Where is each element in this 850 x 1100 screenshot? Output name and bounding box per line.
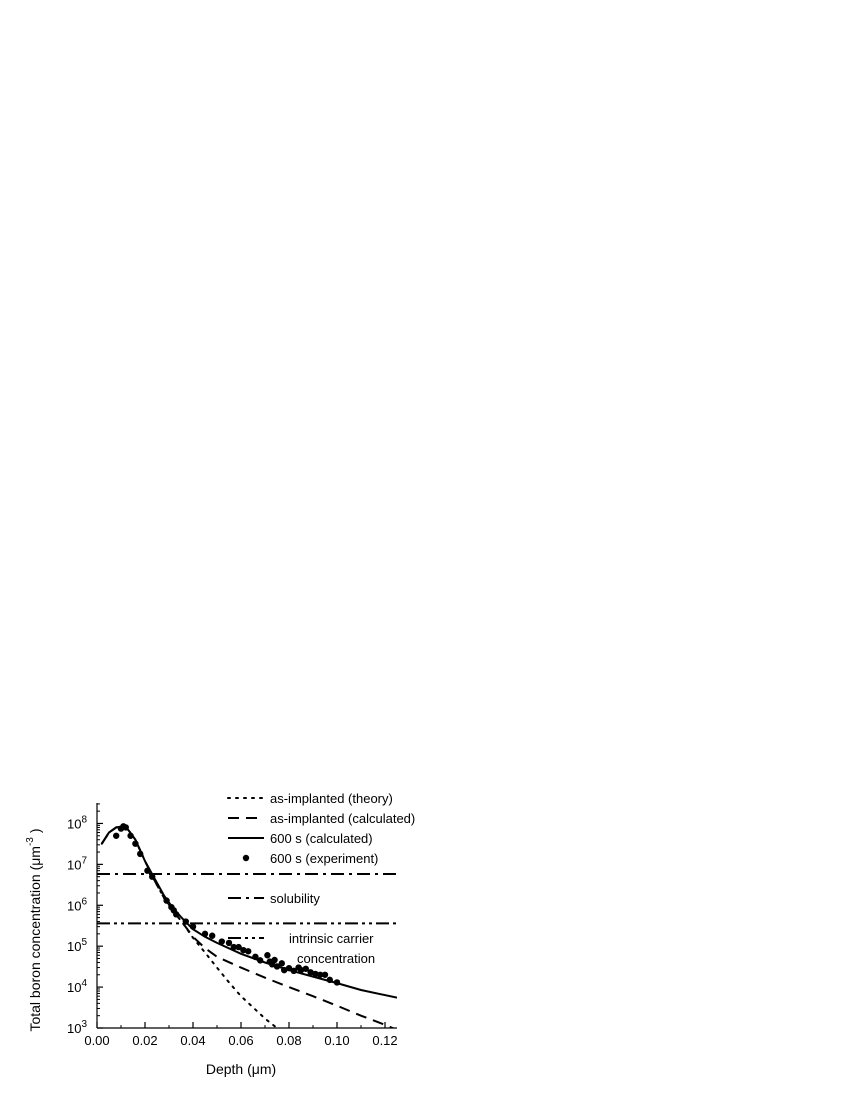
experiment-point bbox=[113, 833, 119, 839]
y-tick-label: $10^4$ bbox=[66, 978, 87, 996]
x-tick-label: 0.10 bbox=[324, 1033, 350, 1048]
experiment-point bbox=[257, 957, 263, 963]
y-tick-label: $10^3$ bbox=[66, 1019, 87, 1036]
legend-label: solubility bbox=[270, 891, 320, 906]
legend-label: intrinsic carrier bbox=[289, 931, 374, 946]
experiment-point bbox=[137, 851, 143, 857]
y-axis-title: Total boron concentration $(\mu m^{-3})$ bbox=[25, 828, 43, 1032]
experiment-point bbox=[173, 911, 179, 917]
legend-label: concentration bbox=[297, 951, 376, 966]
x-tick-label: 0.04 bbox=[180, 1033, 206, 1048]
experiment-point bbox=[334, 979, 340, 985]
x-tick-label: 0.08 bbox=[276, 1033, 302, 1048]
legend-label: as-implanted (theory) bbox=[270, 791, 393, 806]
y-tick-label: $10^5$ bbox=[66, 937, 87, 955]
experiment-point bbox=[219, 938, 225, 944]
experiment-point bbox=[271, 957, 277, 963]
experiment-point bbox=[245, 948, 251, 954]
y-tick-label: $10^6$ bbox=[66, 896, 87, 914]
x-tick-label: 0.12 bbox=[372, 1033, 398, 1048]
experiment-point bbox=[123, 824, 129, 830]
experiment-point bbox=[209, 933, 215, 939]
experiment-point bbox=[264, 952, 270, 958]
experiment-point bbox=[202, 931, 208, 937]
experiment-point bbox=[132, 840, 138, 846]
experiment-point bbox=[190, 923, 196, 929]
series-line-0 bbox=[102, 827, 277, 1028]
y-tick-label: $10^8$ bbox=[66, 814, 87, 832]
legend bbox=[228, 791, 415, 966]
legend-marker bbox=[243, 855, 249, 861]
x-tick-label: 0.06 bbox=[228, 1033, 254, 1048]
experiment-point bbox=[322, 972, 328, 978]
experiment-point bbox=[149, 873, 155, 879]
y-tick-label: $10^7$ bbox=[66, 855, 87, 873]
experiment-point bbox=[183, 918, 189, 924]
x-axis-title: Depth (μm) bbox=[205, 1061, 277, 1077]
experiment-point bbox=[327, 977, 333, 983]
experiment-point bbox=[127, 833, 133, 839]
x-tick-label: 0.02 bbox=[132, 1033, 158, 1048]
experiment-point bbox=[163, 897, 169, 903]
legend-label: 600 s (calculated) bbox=[270, 831, 373, 846]
legend-label: as-implanted (calculated) bbox=[270, 811, 416, 826]
x-tick-label: 0.00 bbox=[84, 1033, 110, 1048]
experiment-point bbox=[279, 960, 285, 966]
legend-label: 600 s (experiment) bbox=[270, 851, 379, 866]
experiment-point bbox=[144, 868, 150, 874]
